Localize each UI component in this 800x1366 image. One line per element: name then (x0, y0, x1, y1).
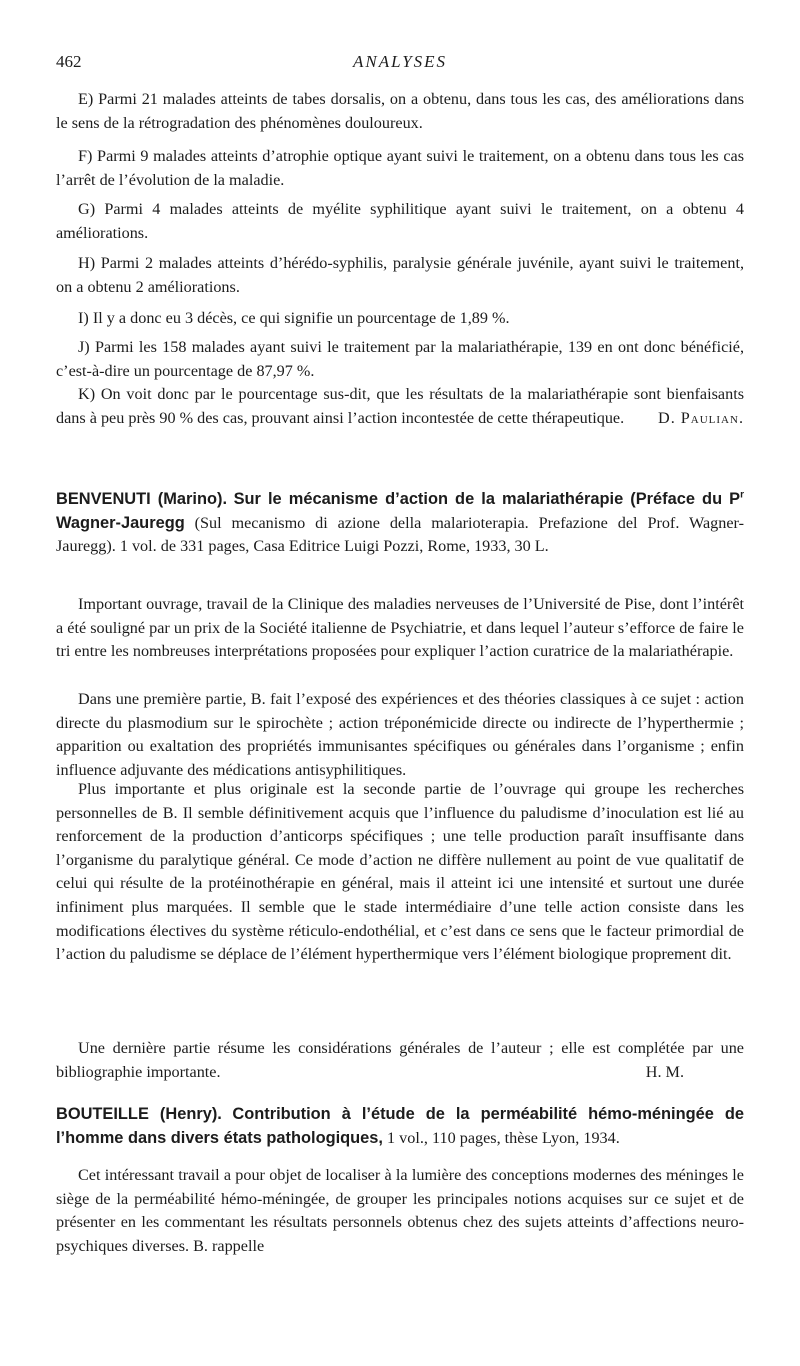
review-heading-bouteille (56, 1103, 744, 1150)
page-number: 462 (56, 52, 82, 71)
benvenuti-paragraph-3: Plus importante et plus originale est la seconde partie de l’ouvrage qui groupe les recherches personnelles de B. Il semble définitivement acquis que l’influence du paludisme d’inoculation est lié au renforcement de la production d’anticorps spécifiques ; une telle production paraît insuffisante dans l’organisme du paralytique général. Ce mode d’action ne diffère nullement au point de vue qualitatif de celui qui résulte de la protéinothérapie en général, mais il atteint ici une intensité et surtout une durée infiniment plus marquées. Il semble que le stade intermédiaire d’une telle action consiste dans les modifications électives du système réticulo-endothélial, et c’est dans ce sens que le facteur primordial de l’action du paludisme se déplace de l’élément hyperthermique vers l’élément biologique proprement dit. (56, 780, 744, 964)
bouteille-paragraph-1: Cet intéressant travail a pour objet de localiser à la lumière des conceptions modernes des méninges le siège de la perméabilité hémo-méningée, de grouper les principales notions acquises sur ce sujet et de présenter en les commentant les résultats personnels obtenus chez des sujets atteints d’affections neuro-psychiques diverses. B. rappelle (56, 1166, 744, 1255)
signature-hm: H. M. (645, 1062, 684, 1081)
review-title-end: Wagner-Jauregg (56, 513, 185, 532)
item-e: E) Parmi 21 malades atteints de tabes dorsalis, on a obtenu, dans tous les cas, des améliorations dans le sens de la rétrogradation des phénomènes douloureux. (56, 90, 744, 132)
review-title-main: Sur le mécanisme d’action de la malariathérapie (Préface du P (233, 490, 741, 508)
item-k (56, 383, 744, 430)
running-head: ANALYSES (352, 52, 448, 71)
benvenuti-paragraph-4 (56, 1037, 744, 1084)
review-heading-benvenuti (56, 488, 744, 559)
review-title-sup: r (740, 489, 745, 501)
signature-paulian: D. Paulian. (658, 408, 744, 427)
item-i: I) Il y a donc eu 3 décès, ce qui signifie un pourcentage de 1,89 %. (78, 309, 510, 327)
review-title: Contribution à l’étude de la perméabilité hémo-méningée de l’homme dans divers états pathologiques, (56, 1105, 744, 1147)
benvenuti-paragraph-4-text: Une dernière partie résume les considérations générales de l’auteur ; elle est complétée par une bibliographie importante. (56, 1039, 744, 1081)
review-publication: (Sul mecanismo di azione della malarioterapia. Prefazione del Prof. Wagner-Jauregg). 1 vol. de 331 pages, Casa Editrice Luigi Pozzi, Rome, 1933, 30 L. (56, 513, 744, 556)
benvenuti-paragraph-2: Dans une première partie, B. fait l’exposé des expériences et des théories classiques à ce sujet : action directe du plasmodium sur le spirochète ; action tréponémicide directe ou indirecte de l’hyperthermie ; apparition ou exaltation des propriétés immunisantes spécifiques ou générales dans l’organisme ; enfin influence adjuvante des médications antisyphilitiques. (56, 690, 744, 779)
review-author: BENVENUTI (Marino). (56, 490, 227, 508)
item-h: H) Parmi 2 malades atteints d’hérédo-syphilis, paralysie générale juvénile, ayant suivi le traitement, on a obtenu 2 améliorations. (56, 254, 744, 296)
item-k-text: K) On voit donc par le pourcentage sus-dit, que les résultats de la malariathérapie sont bienfaisants dans à peu près 90 % des cas, prouvant ainsi l’action incontestée de cette thérapeutique. (56, 385, 744, 427)
benvenuti-paragraph-1: Important ouvrage, travail de la Clinique des maladies nerveuses de l’Université de Pise, dont l’intérêt a été souligné par un prix de la Société italienne de Psychiatrie, et dans lequel l’auteur s’efforce de faire le tri entre les nombreuses interprétations proposées pour expliquer l’action curatrice de la malariathérapie. (56, 595, 744, 661)
item-f: F) Parmi 9 malades atteints d’atrophie optique ayant suivi le traitement, on a obtenu dans tous les cas l’arrêt de l’évolution de la maladie. (56, 147, 744, 189)
review-author: BOUTEILLE (Henry). (56, 1105, 222, 1123)
item-j: J) Parmi les 158 malades ayant suivi le traitement par la malariathérapie, 139 en ont donc bénéficié, c’est-à-dire un pourcentage de 87,97 %. (56, 338, 744, 380)
item-g: G) Parmi 4 malades atteints de myélite syphilitique ayant suivi le traitement, on a obtenu 4 améliorations. (56, 200, 744, 242)
review-publication: 1 vol., 110 pages, thèse Lyon, 1934. (382, 1128, 620, 1147)
